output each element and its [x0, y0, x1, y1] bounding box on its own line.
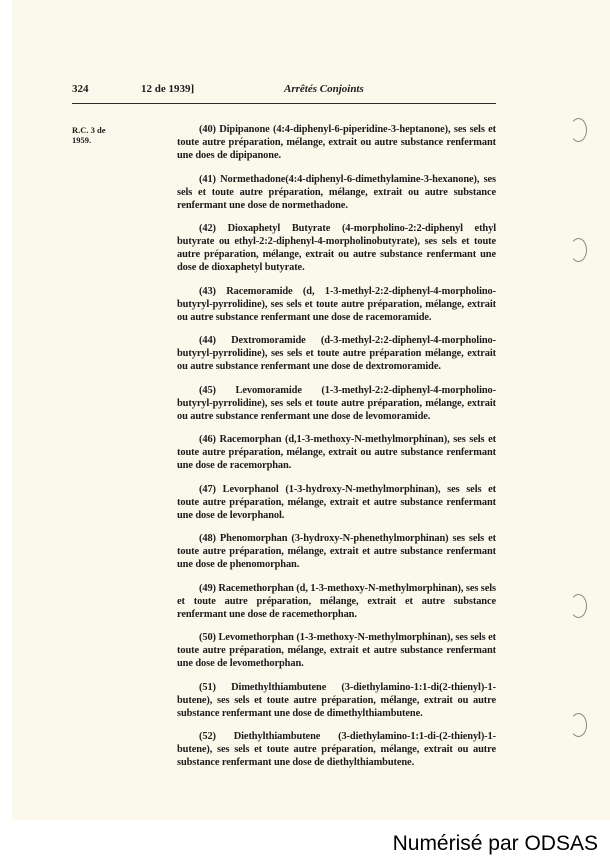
- paragraph: (52) Diethylthiambutene (3-diethylamino-1:1-di-(2-thienyl)-1-butene), ses sels et toute autre préparation, mélange, extrait ou autre substance renfermant une dose de diethylthiambutene.: [177, 731, 496, 768]
- header-date: 12 de 1939]: [141, 83, 195, 95]
- margin-note-line: R.C. 3 de: [72, 125, 106, 135]
- margin-note-line: 1959.: [72, 135, 92, 145]
- paragraph: (46) Racemorphan (d,1-3-methoxy-N-methylmorphinan), ses sels et toute autre préparation, mélange, extrait ou autre substance renfermant une dose de racemorphan.: [177, 434, 496, 471]
- paragraph: (40) Dipipanone (4:4-diphenyl-6-piperidine-3-heptanone), ses sels et toute autre préparation, mélange, extrait ou autre substance renfermant une does de dipipanone.: [177, 124, 496, 161]
- paragraph: (49) Racemethorphan (d, 1-3-methoxy-N-methylmorphinan), ses sels et toute autre préparation, mélange, extrait et autre substance renfermant une dose de racemethorphan.: [177, 582, 496, 620]
- paragraph: (48) Phenomorphan (3-hydroxy-N-phenethylmorphinan) ses sels et toute autre préparation, mélange, extrait et autre substance renfermant une dose de phenomorphan.: [177, 533, 496, 570]
- page-header: [72, 83, 496, 99]
- paragraph: (44) Dextromoramide (d-3-methyl-2:2-diphenyl-4-morpholino-butyryl-pyrrolidine), ses sels et toute autre préparation mélange, extrait ou autre substance renfermant une dose de dextromoramide.: [177, 335, 496, 372]
- binder-hole-icon: [570, 594, 587, 618]
- binder-hole-icon: [570, 713, 587, 737]
- body-text: [177, 123, 496, 780]
- header-rule: [72, 103, 496, 104]
- paragraph: (47) Levorphanol (1-3-hydroxy-N-methylmorphinan), ses sels et toute autre préparation, mélange, extrait et autre substance renfermant une dose de levorphanol.: [177, 483, 496, 521]
- binder-hole-icon: [570, 118, 587, 142]
- paragraph: (51) Dimethylthiambutene (3-diethylamino-1:1-di(2-thienyl)-1-butene), ses sels et toute autre préparation, mélange, extrait ou autre substance renfermant une dose de dimethylthiambutene.: [177, 681, 496, 719]
- paragraph: (43) Racemoramide (d, 1-3-methyl-2:2-diphenyl-4-morpholino-butyryl-pyrrolidine), ses sels et toute autre préparation, mélange, extrait ou autre substance renfermant une dose de racemoramide.: [177, 285, 496, 323]
- paragraph: (42) Dioxaphetyl Butyrate (4-morpholino-2:2-diphenyl ethyl butyrate ou ethyl-2:2-diphenyl-4-morpholinobutyrate), ses sels et toute autre préparation, mélange, extrait ou autre substance renfermant une dose de dioxaphetyl butyrate.: [177, 223, 496, 273]
- page-number: 324: [72, 83, 89, 95]
- paragraph: (45) Levomoramide (1-3-methyl-2:2-diphenyl-4-morpholino-butyryl-pyrrolidine), ses sels et toute autre préparation, mélange, extrait ou autre substance renfermant une dose de levomoramide.: [177, 384, 496, 422]
- binder-hole-icon: [570, 238, 587, 262]
- paragraph: (41) Normethadone(4:4-diphenyl-6-dimethylamine-3-hexanone), ses sels et toute autre préparation, mélange, extrait ou autre substance renfermant une dose de normethadone.: [177, 173, 496, 211]
- document-page: [12, 0, 610, 820]
- paragraph: (50) Levomethorphan (1-3-methoxy-N-methylmorphinan), ses sels et toute autre préparation, mélange, extrait et autre substance renfermant une dose de levomethorphan.: [177, 632, 496, 669]
- margin-note: [72, 125, 152, 145]
- scan-watermark: Numérisé par ODSAS: [392, 832, 598, 855]
- header-title: Arrêtés Conjoints: [284, 83, 364, 95]
